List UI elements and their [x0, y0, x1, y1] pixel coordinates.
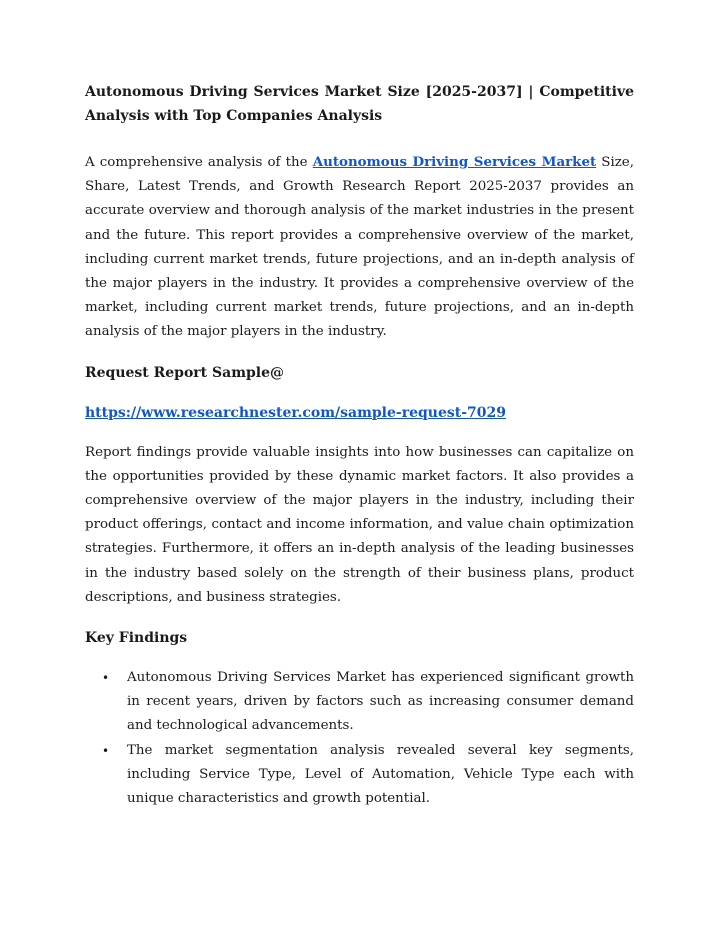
intro-suffix: Size, Share, Latest Trends, and Growth Research Report 2025-2037 provides an accurate overview and thorough analysis of the market industries in the present and the future. This report provides a comprehensive overview of the market, including current market trends, future projections, and an in-depth analysis of the major players in the industry. It provides a comprehensive overview of the market, including current market trends, future projections, and an in-depth analysis of the major players in the industry. [85, 155, 634, 340]
sample-url-line [85, 401, 634, 425]
key-finding-text: Autonomous Driving Services Market has experienced significant growth in recent years, driven by factors such as increasing consumer demand and technological advancements. [127, 670, 634, 734]
intro-prefix: A comprehensive analysis of the [85, 155, 313, 170]
bullet-icon: • [102, 743, 110, 758]
intro-paragraph [85, 150, 634, 345]
bullet-icon: • [102, 671, 110, 686]
key-findings-heading: Key Findings [85, 630, 188, 647]
document-title: Autonomous Driving Services Market Size [2025-2037] | Competitive Analysis with Top Companies Analysis [85, 84, 634, 124]
market-link[interactable]: Autonomous Driving Services Market [312, 154, 597, 170]
key-finding-item [85, 739, 634, 812]
key-findings-list [85, 666, 634, 811]
document-page [85, 80, 634, 811]
findings-paragraph: Report findings provide valuable insights into how businesses can capitalize on the opportunities provided by these dynamic market factors. It also provides a comprehensive overview of the major players in the industry, including their product offerings, contact and income information, and value chain optimization strategies. Furthermore, it offers an in-depth analysis of the leading businesses in the industry based solely on the strength of their business plans, product descriptions, and business strategies. [85, 444, 634, 605]
request-sample-heading: Request Report Sample@ [85, 364, 285, 381]
key-finding-item [85, 666, 634, 739]
sample-request-link[interactable]: https://www.researchnester.com/sample-request-7029 [85, 404, 506, 421]
key-finding-text: The market segmentation analysis revealed several key segments, including Service Type, Level of Automation, Vehicle Type each with unique characteristics and growth potential. [127, 742, 634, 807]
